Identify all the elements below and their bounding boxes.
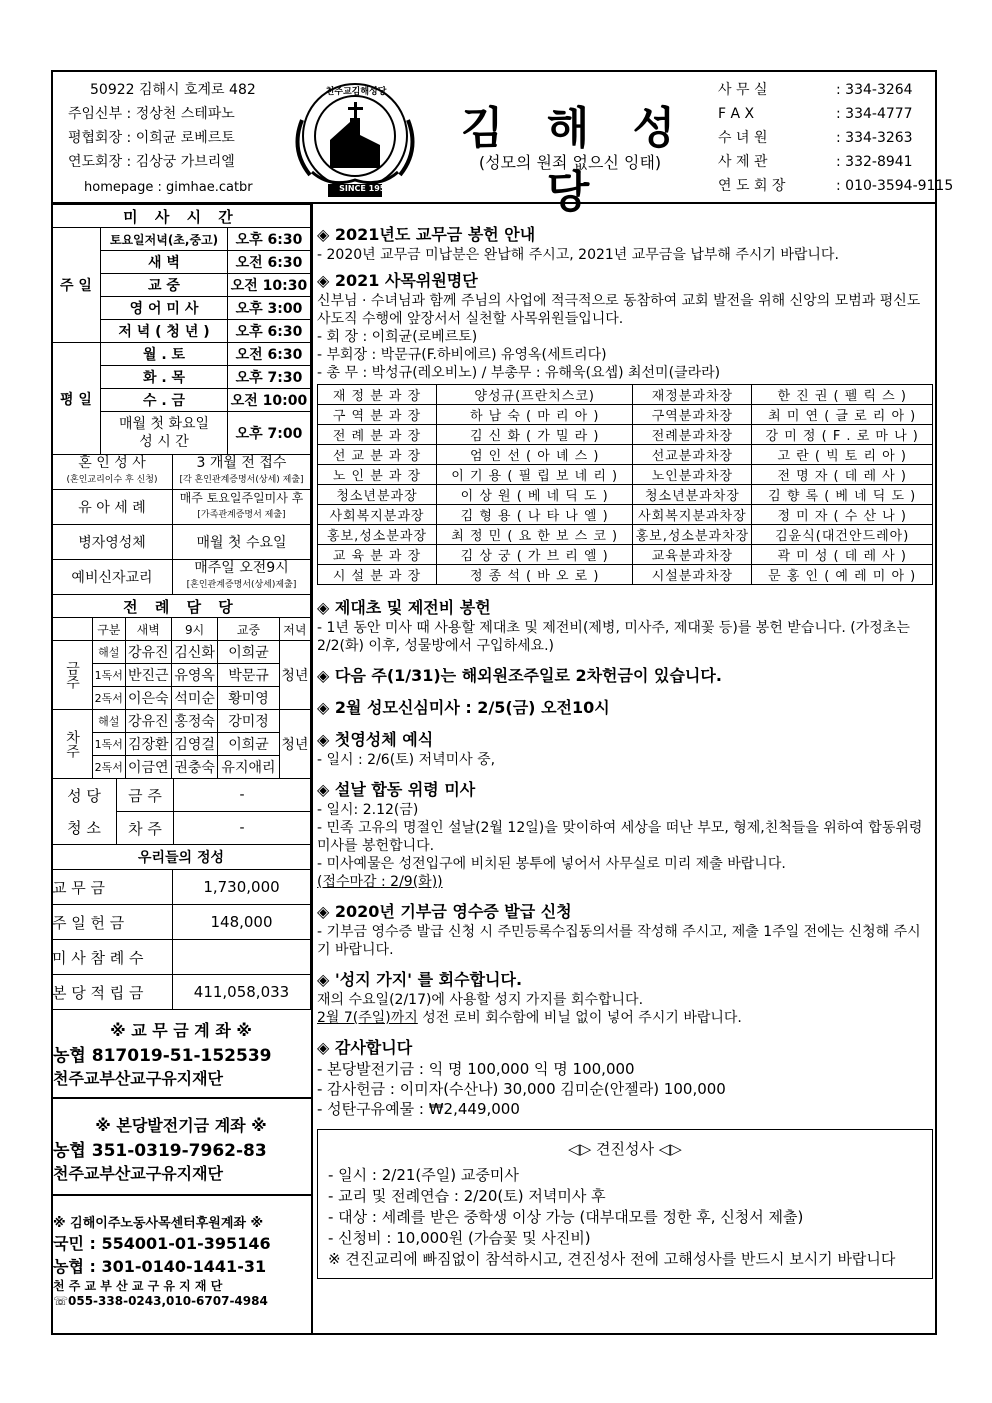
offering-name: 미 사 참 례 수 (52, 940, 173, 975)
committee-cell: 하 남 숙 ( 마 리 아 ) (437, 405, 633, 425)
liturgy-header: 구분 (93, 618, 126, 641)
cleaning-this-value: - (174, 779, 311, 812)
weekday-label: 평 일 (52, 343, 101, 455)
committee-cell: 전 명 자 ( 데 레 사 ) (752, 465, 933, 485)
labor-account: 국민 : 554001-01-395146 (53, 1234, 271, 1253)
committee-cell: 정 미 자 ( 수 산 나 ) (752, 505, 933, 525)
offering-name: 본 당 적 립 금 (52, 975, 173, 1010)
liturgy-person: 이은숙 (125, 687, 171, 710)
sacrament-name: 혼 인 성 사 (혼인교리이수 후 신청) (52, 455, 173, 490)
committee-cell: 정 종 석 ( 바 오 로 ) (437, 565, 633, 585)
committee-cell: 노 인 분 과 장 (318, 465, 437, 485)
notice-line: - 성탄구유예물 : ₩2,449,000 (317, 1100, 520, 1118)
liturgy-person: 반진근 (125, 664, 171, 687)
notice-title: ◈ '성지 가지' 를 회수합니다. (317, 970, 523, 989)
offering-name: 교 무 금 (52, 870, 173, 905)
liturgy-role: 2독서 (93, 756, 126, 779)
mass-time: 오후 7:30 (228, 366, 311, 389)
mass-name: 수 . 금 (101, 389, 228, 412)
sacrament-name: 유 아 세 례 (52, 490, 173, 525)
notice-body: - 2020년 교무금 미납분은 완납해 주시고, 2021년 교무금을 납부해 주시기 바랍니다. (317, 247, 839, 263)
liturgy-person: 홍정숙 (171, 710, 217, 733)
liturgy-person: 유영옥 (171, 664, 217, 687)
offering-value: 1,730,000 (173, 870, 311, 905)
pastor: 주임신부 : 정상천 스테파노 (68, 106, 235, 122)
cleaning-next-label: 차 주 (117, 812, 174, 845)
committee-cell: 교 육 분 과 장 (318, 545, 437, 565)
next-week-label: 차주 (52, 710, 93, 779)
contact-fax: F A X : 334-4777 (718, 106, 913, 122)
account-title: ※ 교 무 금 계 좌 ※ (110, 1021, 252, 1040)
labor-account-block (51, 1196, 311, 1308)
liturgy-header: 9시 (171, 618, 217, 641)
committee-row (318, 565, 933, 585)
committee-row (318, 485, 933, 505)
mass-time: 오후 7:00 (228, 412, 311, 455)
sacrament-value: 매주일 오전9시 [혼인관계증명서(상세)제출] (173, 560, 311, 595)
offering-value (173, 940, 311, 975)
offering-value: 148,000 (173, 905, 311, 940)
liturgy-title: 전 례 담 당 (52, 595, 311, 618)
mass-time: 오후 3:00 (228, 297, 311, 320)
notice-title: ◈ 다음 주(1/31)는 해외원조주일로 2차헌금이 있습니다. (317, 666, 722, 685)
confirmation-title: ◁▷ 견진성사 ◁▷ (568, 1140, 682, 1158)
column-divider (311, 204, 313, 1335)
committee-cell: 김 향 록 ( 베 네 딕 도 ) (752, 485, 933, 505)
liturgy-role: 해설 (93, 710, 126, 733)
cleaning-table (51, 778, 311, 845)
committee-cell: 김윤식(대건안드레아) (752, 525, 933, 545)
offerings-title: 우리들의 정성 (52, 845, 311, 870)
sacrament-value: 매월 첫 수요일 (173, 525, 311, 560)
contact-list (718, 78, 953, 198)
committee-row (318, 525, 933, 545)
contact-convent: 수 녀 원 : 334-3263 (718, 130, 913, 146)
account-number: 농협 817019-51-152539 (53, 1046, 272, 1066)
notice-title: ◈ 첫영성체 예식 (317, 730, 434, 749)
committee-row (318, 385, 933, 405)
committee-cell: 최 정 민 ( 요 한 보 스 코 ) (437, 525, 633, 545)
committee-row (318, 465, 933, 485)
liturgy-role: 해설 (93, 641, 126, 664)
notice-line: 재의 수요일(2/17)에 사용할 성지 가지를 회수합니다. (317, 992, 644, 1008)
contact-rectory: 사 제 관 : 332-8941 (718, 154, 913, 170)
mass-time: 오전 6:30 (228, 343, 311, 366)
liturgy-header: 새벽 (125, 618, 171, 641)
committee-cell: 김 형 용 ( 나 타 나 엘 ) (437, 505, 633, 525)
notice-title: ◈ 제대초 및 제전비 봉헌 (317, 598, 491, 617)
liturgy-person: 유지애리 (218, 756, 279, 779)
committee-cell: 양성규(프란치스코) (437, 385, 633, 405)
account-block-1 (51, 1010, 311, 1099)
notice-body: - 일시 : 2/6(토) 저녁미사 중, (317, 752, 496, 768)
notice-body: - 1년 동안 미사 때 사용할 제대초 및 제전비(제병, 미사주, 제대꽃 등)를 봉헌 받습니다. (가정초는 2/2(화) 이후, 성물방에서 구입하세요.) (317, 620, 910, 654)
mass-name: 영 어 미 사 (101, 297, 228, 320)
committee-cell: 전례분과차장 (633, 425, 752, 445)
liturgy-person: 김영걸 (171, 733, 217, 756)
right-column (317, 224, 933, 1279)
notice-line: - 본당발전기금 : 익 명 100,000 익 명 100,000 (317, 1060, 635, 1078)
mass-name: 저 녁 ( 청 년 ) (101, 320, 228, 343)
notice-line: 2월 7(주일)까지 성전 로비 회수함에 비닐 없이 넣어 주시기 바랍니다. (317, 1010, 742, 1026)
mass-time: 오후 6:30 (228, 228, 311, 251)
mass-title: 미 사 시 간 (52, 205, 311, 228)
liturgy-person: 이금연 (125, 756, 171, 779)
logo-text: 천주교김해성당 (325, 87, 387, 97)
liturgy-role: 1독서 (93, 733, 126, 756)
offering-value: 411,058,033 (173, 975, 311, 1010)
committee-row (318, 445, 933, 465)
committee-table (317, 384, 933, 585)
account-title: ※ 본당발전기금 계좌 ※ (95, 1116, 267, 1135)
offerings-table (51, 844, 311, 1010)
council-president: 평협회장 : 이희균 로베르토 (68, 130, 235, 146)
committee-cell: 재 정 분 과 장 (318, 385, 437, 405)
notice-line: - 감사헌금 : 이미자(수산나) 30,000 김미순(안젤라) 100,000 (317, 1080, 726, 1098)
mass-name: 새 벽 (101, 251, 228, 274)
committee-cell: 선교분과차장 (633, 445, 752, 465)
notice-line: - 미사예물은 성전입구에 비치된 봉투에 넣어서 사무실로 미리 제출 바랍니다. (317, 856, 786, 872)
committee-row (318, 545, 933, 565)
notice-title: ◈ 설날 합동 위령 미사 (317, 780, 476, 799)
liturgy-person: 이희균 (218, 733, 279, 756)
liturgy-person: 황미영 (218, 687, 279, 710)
liturgy-header: 저녁 (279, 618, 310, 641)
mass-name: 월 . 토 (101, 343, 228, 366)
committee-cell: 최 미 연 ( 글 로 리 아 ) (752, 405, 933, 425)
confirmation-box (317, 1129, 933, 1279)
church-logo-icon (290, 80, 420, 198)
confirmation-line: ※ 견진교리에 빠짐없이 참석하시고, 견진성사 전에 고해성사를 반드시 보시기 바랍니다 (328, 1250, 896, 1268)
mass-time: 오전 10:30 (228, 274, 311, 297)
committee-cell: 선 교 분 과 장 (318, 445, 437, 465)
committee-cell: 김 신 화 ( 가 밀 라 ) (437, 425, 633, 445)
mass-time: 오전 10:00 (228, 389, 311, 412)
liturgy-evening: 청년 (279, 641, 310, 710)
liturgy-header: 교중 (218, 618, 279, 641)
this-week-label: 금주 (52, 641, 93, 710)
liturgy-person: 김장환 (125, 733, 171, 756)
mass-name: 토요일저녁(초,중고) (101, 228, 228, 251)
committee-cell: 청소년분과장 (318, 485, 437, 505)
committee-cell: 청소년분과차장 (633, 485, 752, 505)
liturgy-person: 권충숙 (171, 756, 217, 779)
logo-since: SINCE 1959 (339, 184, 391, 193)
mass-time: 오후 6:30 (228, 320, 311, 343)
confirmation-line: - 교리 및 전례연습 : 2/20(토) 저녁미사 후 (328, 1187, 606, 1205)
liturgy-person: 강유진 (125, 710, 171, 733)
mass-name: 매월 첫 화요일 성 시 간 (101, 412, 228, 455)
liturgy-person: 석미순 (171, 687, 217, 710)
notice-line: (접수마감 : 2/9(화)) (317, 874, 443, 890)
liturgy-role: 1독서 (93, 664, 126, 687)
church-subtitle: (성모의 원죄 없으신 잉태) (478, 153, 662, 172)
homepage: homepage : gimhae.catbr (84, 180, 253, 195)
mass-name: 화 . 목 (101, 366, 228, 389)
contact-association: 연 도 회 장 : 010-3594-9115 (718, 178, 954, 194)
liturgy-person: 이희균 (218, 641, 279, 664)
committee-cell: 홍보,성소분과장 (318, 525, 437, 545)
committee-cell: 구역분과차장 (633, 405, 752, 425)
account-holder: 천주교부산교구유지재단 (53, 1164, 224, 1183)
liturgy-evening: 청년 (279, 710, 310, 779)
committee-cell: 사회복지분과차장 (633, 505, 752, 525)
labor-title: ※ 김해이주노동사목센터후원계좌 ※ (53, 1216, 264, 1231)
left-column (51, 204, 311, 1308)
cleaning-next-value: - (174, 812, 311, 845)
committee-cell: 고 란 ( 빅 토 리 아 ) (752, 445, 933, 465)
contact-office: 사 무 실 : 334-3264 (718, 82, 913, 98)
notice-title: ◈ 2월 성모신심미사 : 2/5(금) 오전10시 (317, 698, 610, 717)
account-holder: 천주교부산교구유지재단 (53, 1069, 224, 1088)
confirmation-line: - 신청비 : 10,000원 (가슴꽃 및 사진비) (328, 1229, 591, 1247)
notice-line: - 민족 고유의 명절인 설날(2월 12일)을 맞이하여 세상을 떠난 부모, 형제,친척들을 위하여 합동위령미사를 봉헌합니다. (317, 820, 923, 854)
committee-cell: 김 상 궁 ( 가 브 리 엘 ) (437, 545, 633, 565)
committee-cell: 곽 미 성 ( 데 레 사 ) (752, 545, 933, 565)
account-block-2 (51, 1099, 311, 1196)
offering-name: 주 일 헌 금 (52, 905, 173, 940)
sacrament-name: 병자영성체 (52, 525, 173, 560)
committee-cell: 노인분과차장 (633, 465, 752, 485)
sacraments-table (51, 454, 311, 595)
notice-line: - 총 무 : 박성규(레오비노) / 부총무 : 유해욱(요셉) 최선미(클라라) (317, 365, 721, 381)
notice-title: ◈ 2020년 기부금 영수증 발급 신청 (317, 902, 572, 921)
committee-cell: 재정분과차장 (633, 385, 752, 405)
address: 50922 김해시 호계로 482 (90, 82, 256, 98)
liturgy-person: 김신화 (171, 641, 217, 664)
notice-body: 신부님 · 수녀님과 함께 주님의 사업에 적극적으로 동참하여 교회 발전을 위해 신앙의 모범과 평신도 사도직 수행에 앞장서서 실천할 사목위원들입니다. (317, 293, 921, 327)
committee-cell: 홍보,성소분과차장 (633, 525, 752, 545)
notice-line: - 부회장 : 박문규(F.하비에르) 유영옥(세트리다) (317, 347, 607, 363)
liturgy-person: 강미정 (218, 710, 279, 733)
committee-cell: 구 역 분 과 장 (318, 405, 437, 425)
committee-cell: 시설분과차장 (633, 565, 752, 585)
liturgy-person: 박문규 (218, 664, 279, 687)
notice-title: ◈ 2021 사목위원명단 (317, 271, 478, 290)
committee-cell: 시 설 분 과 장 (318, 565, 437, 585)
committee-cell: 사회복지분과장 (318, 505, 437, 525)
committee-cell: 교육분과차장 (633, 545, 752, 565)
committee-cell: 엄 인 선 ( 아 녜 스 ) (437, 445, 633, 465)
mass-time: 오전 6:30 (228, 251, 311, 274)
sacrament-value: 매주 토요일주일미사 후 [가족관계증명서 제출] (173, 490, 311, 525)
liturgy-role: 2독서 (93, 687, 126, 710)
notice-title: ◈ 감사합니다 (317, 1038, 413, 1057)
sacrament-value: 3 개월 전 접수 [각 혼인관계증명서(상세) 제출] (173, 455, 311, 490)
confirmation-line: - 대상 : 세례를 받은 중학생 이상 가능 (대부대모를 정한 후, 신청서 제출) (328, 1208, 804, 1226)
committee-row (318, 405, 933, 425)
notice-body: - 기부금 영수증 발급 신청 시 주민등록수집동의서를 작성해 주시고, 제출 1주일 전에는 신청해 주시기 바랍니다. (317, 924, 921, 958)
labor-account: 농협 : 301-0140-1441-31 (53, 1257, 267, 1276)
committee-cell: 전 례 분 과 장 (318, 425, 437, 445)
cleaning-this-label: 금 주 (117, 779, 174, 812)
association-president: 연도회장 : 김상궁 가브리엘 (68, 154, 235, 170)
liturgy-table (51, 594, 311, 779)
committee-cell: 강 미 정 ( F . 로 마 나 ) (752, 425, 933, 445)
notice-line: - 일시: 2.12(금) (317, 802, 419, 818)
liturgy-person: 강유진 (125, 641, 171, 664)
confirmation-line: - 일시 : 2/21(주일) 교중미사 (328, 1166, 519, 1184)
mass-name: 교 중 (101, 274, 228, 297)
church-title: 김 해 성 당 (460, 103, 690, 218)
committee-cell: 한 진 권 ( 펠 릭 스 ) (752, 385, 933, 405)
committee-cell: 이 기 용 ( 필 립 보 네 리 ) (437, 465, 633, 485)
committee-cell: 문 홍 인 ( 예 레 미 아 ) (752, 565, 933, 585)
account-number: 농협 351-0319-7962-83 (53, 1141, 267, 1161)
labor-holder: 천 주 교 부 산 교 구 유 지 재 단 (53, 1279, 223, 1293)
mass-schedule-table (51, 204, 311, 455)
labor-phone: ☏055-338-0243,010-6707-4984 (53, 1294, 268, 1308)
committee-cell: 이 상 원 ( 베 네 딕 도 ) (437, 485, 633, 505)
sunday-label: 주 일 (52, 228, 101, 343)
sacrament-name: 예비신자교리 (52, 560, 173, 595)
committee-row (318, 505, 933, 525)
cleaning-label: 성 당 청 소 (52, 779, 117, 845)
committee-row (318, 425, 933, 445)
notice-title: ◈ 2021년도 교무금 봉헌 안내 (317, 225, 536, 244)
notice-line: - 회 장 : 이희균(로베르토) (317, 329, 478, 345)
